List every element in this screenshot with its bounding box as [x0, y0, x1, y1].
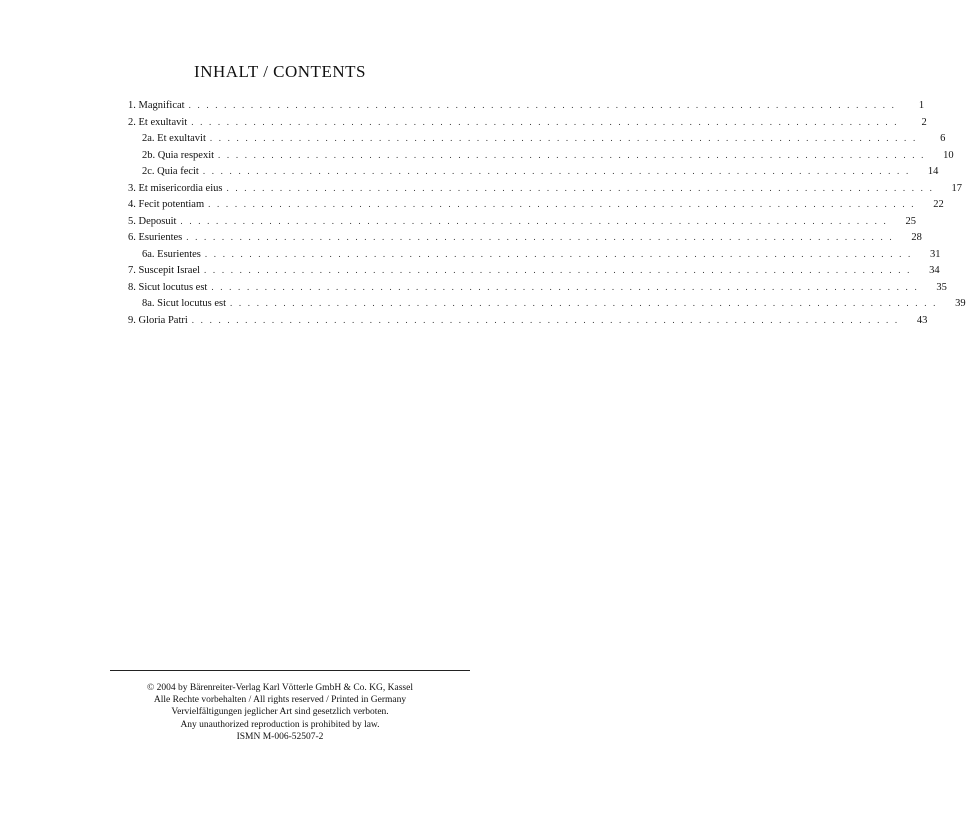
toc-entry-title: 7. Suscepit Israel — [128, 265, 201, 276]
toc-entry-page: 34 — [929, 265, 940, 276]
copyright-footer — [0, 682, 560, 743]
toc-entry-title: 3. Et misericordia eius — [128, 182, 223, 194]
toc-leader-dots: . . . . . . . . . . . . . . . . . . . . . . . . . . . . . . . . . . . . . . . . . . . . . . . . . . . . . . . . . . . . . . . . . . . . . . . . . . . . . . . . — [191, 314, 900, 325]
page-title: INHALT / CONTENTS — [194, 62, 366, 81]
toc-entry-page: 17 — [951, 182, 963, 194]
toc-entry-title: 4. Fecit potentiam — [128, 199, 205, 210]
toc-entry — [128, 281, 947, 299]
toc-entry-title: 9. Gloria Patri — [128, 314, 188, 326]
toc-entry-page: 28 — [911, 232, 922, 243]
toc-entry-page: 35 — [936, 281, 947, 293]
toc-entry-title: 2c. Quia fecit — [142, 166, 199, 177]
toc-leader-dots: . . . . . . . . . . . . . . . . . . . . . . . . . . . . . . . . . . . . . . . . . . . . . . . . . . . . . . . . . . . . . . . . . . . . . . . . . . . . . . . . — [191, 116, 899, 127]
table-of-contents — [128, 100, 966, 331]
toc-entry — [128, 100, 925, 117]
toc-entry-title: 2b. Quia respexit — [142, 149, 215, 161]
toc-leader-dots: . . . . . . . . . . . . . . . . . . . . . . . . . . . . . . . . . . . . . . . . . . . . . . . . . . . . . . . . . . . . . . . . . . . . . . . . . . . . . . . . — [218, 149, 926, 160]
toc-entry — [128, 215, 916, 233]
toc-entry — [128, 265, 940, 282]
toc-leader-dots: . . . . . . . . . . . . . . . . . . . . . . . . . . . . . . . . . . . . . . . . . . . . . . . . . . . . . . . . . . . . . . . . . . . . . . . . . . . . . . . . — [226, 182, 935, 193]
toc-entry — [128, 133, 946, 150]
toc-entry — [128, 166, 939, 183]
toc-entry-page: 43 — [916, 314, 928, 326]
reproduction-notice-en: Any unauthorized reproduction is prohibited by law. — [180, 719, 380, 730]
toc-entry-page: 10 — [943, 149, 954, 161]
toc-entry-page: 22 — [933, 199, 944, 210]
toc-leader-dots: . . . . . . . . . . . . . . . . . . . . . . . . . . . . . . . . . . . . . . . . . . . . . . . . . . . . . . . . . . . . . . . . . . . . . . . . . . . . . . . . — [204, 265, 912, 275]
toc-entry — [128, 116, 927, 134]
toc-leader-dots: . . . . . . . . . . . . . . . . . . . . . . . . . . . . . . . . . . . . . . . . . . . . . . . . . . . . . . . . . . . . . . . . . . . . . . . . . . . . . . . . — [208, 199, 916, 209]
toc-leader-dots: . . . . . . . . . . . . . . . . . . . . . . . . . . . . . . . . . . . . . . . . . . . . . . . . . . . . . . . . . . . . . . . . . . . . . . . . . . . . . . . . — [186, 232, 894, 242]
toc-leader-dots: . . . . . . . . . . . . . . . . . . . . . . . . . . . . . . . . . . . . . . . . . . . . . . . . . . . . . . . . . . . . . . . . . . . . . . . . . . . . . . . . — [188, 100, 897, 110]
toc-entry-page: 6 — [940, 133, 946, 144]
toc-entry-page: 2 — [921, 116, 927, 128]
toc-entry-page: 25 — [905, 215, 916, 227]
toc-entry — [128, 182, 963, 200]
toc-entry-page: 14 — [927, 166, 939, 177]
toc-entry-title: 1. Magnificat — [128, 100, 185, 111]
toc-entry-title: 2a. Et exultavit — [142, 133, 206, 144]
toc-entry-title: 6. Esurientes — [128, 232, 183, 243]
toc-leader-dots: . . . . . . . . . . . . . . . . . . . . . . . . . . . . . . . . . . . . . . . . . . . . . . . . . . . . . . . . . . . . . . . . . . . . . . . . . . . . . . . . — [180, 215, 888, 226]
toc-leader-dots: . . . . . . . . . . . . . . . . . . . . . . . . . . . . . . . . . . . . . . . . . . . . . . . . . . . . . . . . . . . . . . . . . . . . . . . . . . . . . . . . — [204, 248, 913, 259]
toc-entry-page: 31 — [929, 248, 941, 260]
toc-entry — [128, 199, 944, 216]
toc-entry — [128, 314, 928, 332]
toc-entry-title: 2. Et exultavit — [128, 116, 188, 128]
toc-leader-dots: . . . . . . . . . . . . . . . . . . . . . . . . . . . . . . . . . . . . . . . . . . . . . . . . . . . . . . . . . . . . . . . . . . . . . . . . . . . . . . . . — [202, 166, 911, 176]
reproduction-notice-de: Vervielfältigungen jeglicher Art sind gesetzlich verboten. — [171, 707, 389, 718]
toc-entry-page: 1 — [918, 100, 925, 111]
toc-entry — [128, 149, 954, 167]
toc-leader-dots: . . . . . . . . . . . . . . . . . . . . . . . . . . . . . . . . . . . . . . . . . . . . . . . . . . . . . . . . . . . . . . . . . . . . . . . . . . . . . . . . — [211, 281, 919, 292]
toc-entry-title: 8a. Sicut locutus est — [142, 298, 226, 309]
toc-entry-title: 6a. Esurientes — [142, 248, 201, 260]
toc-entry-page: 39 — [955, 298, 966, 309]
toc-entry — [128, 232, 922, 249]
toc-entry — [128, 298, 966, 315]
toc-entry — [128, 248, 941, 266]
toc-entry-title: 5. Deposuit — [128, 215, 177, 227]
footer-divider — [110, 670, 470, 671]
ismn-number: ISMN M-006-52507-2 — [236, 731, 324, 742]
rights-line: Alle Rechte vorbehalten / All rights reserved / Printed in Germany — [153, 695, 407, 706]
toc-leader-dots: . . . . . . . . . . . . . . . . . . . . . . . . . . . . . . . . . . . . . . . . . . . . . . . . . . . . . . . . . . . . . . . . . . . . . . . . . . . . . . . . — [209, 133, 918, 143]
toc-entry-title: 8. Sicut locutus est — [128, 281, 208, 293]
toc-leader-dots: . . . . . . . . . . . . . . . . . . . . . . . . . . . . . . . . . . . . . . . . . . . . . . . . . . . . . . . . . . . . . . . . . . . . . . . . . . . . . . . . — [230, 298, 938, 308]
copyright-line: © 2004 by Bärenreiter-Verlag Karl Vötterle GmbH & Co. KG, Kassel — [147, 683, 413, 693]
